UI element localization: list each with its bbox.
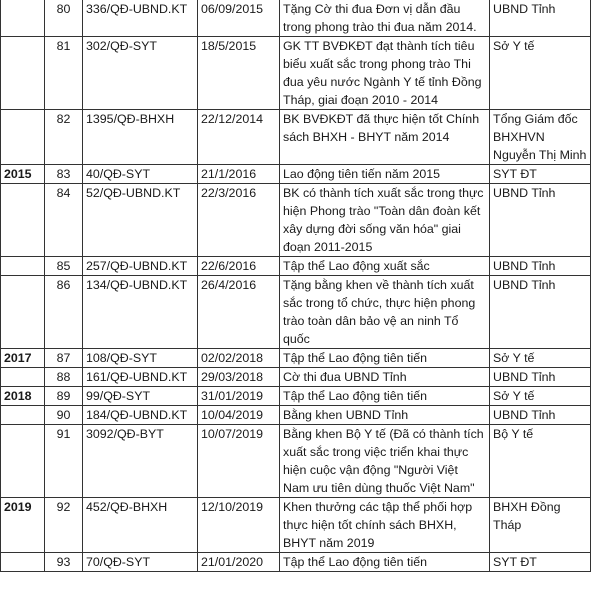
year-cell xyxy=(1,184,45,257)
row-number-cell: 91 xyxy=(45,425,83,498)
award-content-cell: BK có thành tích xuất sắc trong thực hiện Phong trào "Toàn dân đoàn kết xây dựng đời sống văn hóa" giai đoạn 2011-2015 xyxy=(280,184,490,257)
table-row xyxy=(1,110,591,165)
decision-date-cell: 06/09/2015 xyxy=(198,0,280,37)
award-content-cell: Tặng bằng khen về thành tích xuất sắc trong tổ chức, thực hiện phong trào toàn dân bảo vệ an ninh Tổ quốc xyxy=(280,276,490,349)
decision-date-cell: 02/02/2018 xyxy=(198,349,280,368)
row-number-cell: 86 xyxy=(45,276,83,349)
award-content-cell: Cờ thi đua UBND Tỉnh xyxy=(280,368,490,387)
year-cell xyxy=(1,425,45,498)
award-content-cell: Tập thể Lao động tiên tiến xyxy=(280,387,490,406)
issuing-authority-cell: UBND Tỉnh xyxy=(490,276,591,349)
decision-number-cell: 336/QĐ-UBND.KT xyxy=(83,0,198,37)
award-content-cell: Lao động tiên tiến năm 2015 xyxy=(280,165,490,184)
issuing-authority-cell: Sở Y tế xyxy=(490,37,591,110)
year-cell xyxy=(1,0,45,37)
row-number-cell: 93 xyxy=(45,553,83,572)
decision-number-cell: 184/QĐ-UBND.KT xyxy=(83,406,198,425)
row-number-cell: 81 xyxy=(45,37,83,110)
issuing-authority-cell: UBND Tỉnh xyxy=(490,184,591,257)
table-row xyxy=(1,37,591,110)
issuing-authority-cell: SYT ĐT xyxy=(490,553,591,572)
award-content-cell: Tập thể Lao động tiên tiến xyxy=(280,553,490,572)
decision-date-cell: 31/01/2019 xyxy=(198,387,280,406)
year-cell xyxy=(1,257,45,276)
decision-date-cell: 22/12/2014 xyxy=(198,110,280,165)
decision-number-cell: 52/QĐ-UBND.KT xyxy=(83,184,198,257)
table-row xyxy=(1,276,591,349)
year-cell xyxy=(1,553,45,572)
award-content-cell: Khen thưởng các tập thể phối hợp thực hiện tốt chính sách BHXH, BHYT năm 2019 xyxy=(280,498,490,553)
award-content-cell: BK BVĐKĐT đã thực hiện tốt Chính sách BHXH - BHYT năm 2014 xyxy=(280,110,490,165)
table-row xyxy=(1,553,591,572)
issuing-authority-cell: Bộ Y tế xyxy=(490,425,591,498)
table-row xyxy=(1,387,591,406)
table-row xyxy=(1,165,591,184)
row-number-cell: 84 xyxy=(45,184,83,257)
award-content-cell: Bằng khen Bộ Y tế (Đã có thành tích xuất sắc trong việc triển khai thực hiện cuộc vận động "Người Việt Nam ưu tiên dùng thuốc Việt Nam" xyxy=(280,425,490,498)
award-content-cell: Bằng khen UBND Tỉnh xyxy=(280,406,490,425)
row-number-cell: 90 xyxy=(45,406,83,425)
decision-date-cell: 10/04/2019 xyxy=(198,406,280,425)
decision-number-cell: 70/QĐ-SYT xyxy=(83,553,198,572)
row-number-cell: 88 xyxy=(45,368,83,387)
decision-number-cell: 40/QĐ-SYT xyxy=(83,165,198,184)
decision-number-cell: 108/QĐ-SYT xyxy=(83,349,198,368)
decision-date-cell: 18/5/2015 xyxy=(198,37,280,110)
table-row xyxy=(1,425,591,498)
table-row xyxy=(1,349,591,368)
row-number-cell: 87 xyxy=(45,349,83,368)
table-row xyxy=(1,184,591,257)
year-cell: 2017 xyxy=(1,349,45,368)
issuing-authority-cell: Sở Y tế xyxy=(490,349,591,368)
decision-date-cell: 10/07/2019 xyxy=(198,425,280,498)
awards-table-body xyxy=(1,0,591,572)
decision-date-cell: 26/4/2016 xyxy=(198,276,280,349)
row-number-cell: 83 xyxy=(45,165,83,184)
decision-date-cell: 22/3/2016 xyxy=(198,184,280,257)
table-row xyxy=(1,406,591,425)
award-content-cell: Tập thể Lao động xuất sắc xyxy=(280,257,490,276)
year-cell xyxy=(1,110,45,165)
issuing-authority-cell: UBND Tỉnh xyxy=(490,0,591,37)
year-cell: 2015 xyxy=(1,165,45,184)
decision-number-cell: 257/QĐ-UBND.KT xyxy=(83,257,198,276)
decision-date-cell: 12/10/2019 xyxy=(198,498,280,553)
decision-number-cell: 99/QĐ-SYT xyxy=(83,387,198,406)
decision-number-cell: 1395/QĐ-BHXH xyxy=(83,110,198,165)
issuing-authority-cell: Tổng Giám đốc BHXHVN Nguyễn Thị Minh xyxy=(490,110,591,165)
decision-number-cell: 161/QĐ-UBND.KT xyxy=(83,368,198,387)
table-row xyxy=(1,0,591,37)
decision-number-cell: 302/QĐ-SYT xyxy=(83,37,198,110)
row-number-cell: 80 xyxy=(45,0,83,37)
issuing-authority-cell: Sở Y tế xyxy=(490,387,591,406)
award-content-cell: Tập thể Lao động tiên tiến xyxy=(280,349,490,368)
decision-date-cell: 29/03/2018 xyxy=(198,368,280,387)
decision-number-cell: 134/QĐ-UBND.KT xyxy=(83,276,198,349)
table-row xyxy=(1,257,591,276)
award-content-cell: GK TT BVĐKĐT đạt thành tích tiêu biểu xuất sắc trong phong trào Thi đua yêu nước Ngành Y tế tỉnh Đồng Tháp, giai đoạn 2010 - 2014 xyxy=(280,37,490,110)
row-number-cell: 92 xyxy=(45,498,83,553)
year-cell xyxy=(1,406,45,425)
issuing-authority-cell: SYT ĐT xyxy=(490,165,591,184)
year-cell: 2019 xyxy=(1,498,45,553)
issuing-authority-cell: UBND Tỉnh xyxy=(490,368,591,387)
issuing-authority-cell: UBND Tỉnh xyxy=(490,257,591,276)
row-number-cell: 89 xyxy=(45,387,83,406)
year-cell: 2018 xyxy=(1,387,45,406)
row-number-cell: 85 xyxy=(45,257,83,276)
table-row xyxy=(1,498,591,553)
table-row xyxy=(1,368,591,387)
issuing-authority-cell: BHXH Đồng Tháp xyxy=(490,498,591,553)
decision-number-cell: 452/QĐ-BHXH xyxy=(83,498,198,553)
decision-date-cell: 22/6/2016 xyxy=(198,257,280,276)
year-cell xyxy=(1,368,45,387)
year-cell xyxy=(1,37,45,110)
decision-date-cell: 21/01/2020 xyxy=(198,553,280,572)
decision-date-cell: 21/1/2016 xyxy=(198,165,280,184)
award-content-cell: Tặng Cờ thi đua Đơn vị dẫn đầu trong phong trào thi đua năm 2014. xyxy=(280,0,490,37)
issuing-authority-cell: UBND Tỉnh xyxy=(490,406,591,425)
year-cell xyxy=(1,276,45,349)
row-number-cell: 82 xyxy=(45,110,83,165)
decision-number-cell: 3092/QĐ-BYT xyxy=(83,425,198,498)
